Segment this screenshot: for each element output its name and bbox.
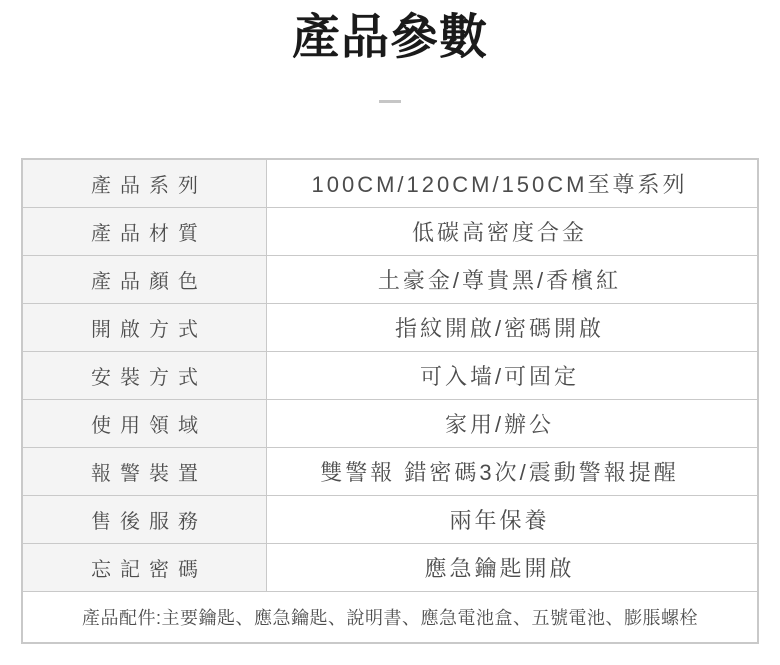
table-row xyxy=(23,352,757,400)
spec-value: 雙警報 錯密碼3次/震動警報提醒 xyxy=(320,460,679,486)
table-row xyxy=(23,448,757,496)
spec-label: 產品系列 xyxy=(23,160,267,207)
spec-value: 可入墙/可固定 xyxy=(419,364,580,390)
spec-label: 安裝方式 xyxy=(23,352,267,399)
page-title: 產品參數 xyxy=(291,11,488,64)
spec-label: 報警裝置 xyxy=(23,448,267,495)
accessories-text: 產品配件:主要鑰匙、應急鑰匙、說明書、應急電池盒、五號電池、膨脹螺栓 xyxy=(82,608,698,629)
spec-value: 100CM/120CM/150CM至尊系列 xyxy=(311,172,688,198)
table-row xyxy=(23,544,757,592)
spec-label: 使用領域 xyxy=(23,400,267,447)
spec-label: 忘記密碼 xyxy=(23,544,267,591)
table-row xyxy=(23,496,757,544)
product-spec-table xyxy=(21,158,759,644)
table-row xyxy=(23,208,757,256)
title-underline-dash xyxy=(379,100,401,103)
table-row xyxy=(23,400,757,448)
accessories-row xyxy=(23,592,757,642)
spec-label: 產品材質 xyxy=(23,208,267,255)
spec-value: 指紋開啟/密碼開啟 xyxy=(394,316,605,342)
spec-value: 家用/辦公 xyxy=(444,412,555,438)
spec-label: 售後服務 xyxy=(23,496,267,543)
table-row xyxy=(23,304,757,352)
spec-label: 產品顏色 xyxy=(23,256,267,303)
spec-label: 開啟方式 xyxy=(23,304,267,351)
spec-value: 兩年保養 xyxy=(449,508,550,534)
spec-value: 土豪金/尊貴黑/香檳紅 xyxy=(377,268,622,294)
table-row xyxy=(23,160,757,208)
table-row xyxy=(23,256,757,304)
spec-value: 應急鑰匙開啟 xyxy=(424,556,575,582)
spec-value: 低碳高密度合金 xyxy=(411,220,587,246)
